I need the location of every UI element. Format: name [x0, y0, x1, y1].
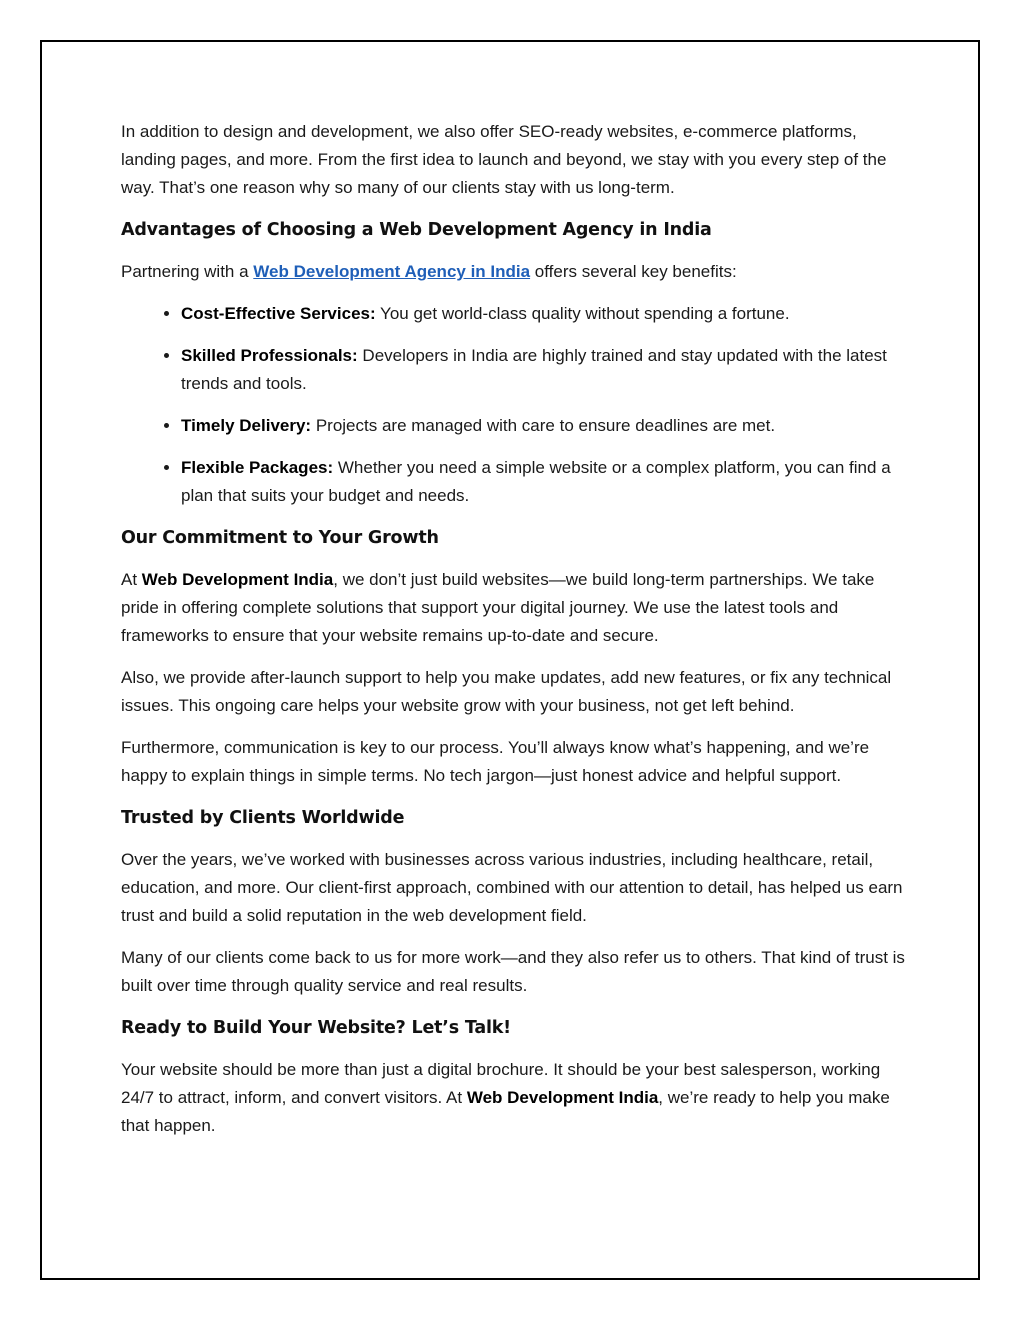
benefit-text: Whether you need a simple website or a complex platform, you can find a plan that suits your budget and needs. — [181, 458, 891, 505]
benefit-text: Projects are managed with care to ensure deadlines are met. — [311, 416, 776, 435]
benefit-text: You get world-class quality without spending a fortune. — [375, 304, 790, 323]
benefit-label: Flexible Packages: — [181, 458, 334, 477]
commitment-paragraph-1 — [121, 566, 911, 650]
benefit-label: Skilled Professionals: — [181, 346, 358, 365]
benefit-label: Cost-Effective Services: — [181, 304, 376, 323]
intro-paragraph: In addition to design and development, we also offer SEO-ready websites, e-commerce platforms, landing pages, and more. From the first idea to launch and beyond, we stay with you every step of the way. That’s one reason why so many of our clients stay with us long-term. — [121, 122, 887, 197]
benefits-list — [121, 300, 911, 510]
list-item — [181, 454, 911, 510]
advantages-lead-after: offers several key benefits: — [530, 262, 737, 281]
advantages-lead-before: Partnering with a — [121, 262, 254, 281]
agency-link[interactable]: Web Development Agency in India — [253, 262, 531, 281]
company-name: Web Development India — [466, 1088, 659, 1107]
cta-paragraph — [121, 1056, 911, 1140]
company-name: Web Development India — [141, 570, 334, 589]
list-item — [181, 412, 911, 440]
benefit-text: Developers in India are highly trained and stay updated with the latest trends and tools. — [181, 346, 887, 393]
cta-p1-after: , we’re ready to help you make that happen. — [121, 1088, 890, 1135]
list-item — [181, 342, 911, 398]
trusted-paragraph-2: Many of our clients come back to us for more work—and they also refer us to others. That kind of trust is built over time through quality service and real results. — [121, 948, 905, 995]
advantages-lead — [121, 258, 911, 286]
document-body — [121, 118, 911, 1154]
trusted-heading: Trusted by Clients Worldwide — [121, 808, 405, 828]
cta-p1-before: Your website should be more than just a digital brochure. It should be your best salesperson, working 24/7 to attract, inform, and convert visitors. At — [121, 1060, 881, 1107]
list-item — [181, 300, 911, 328]
commitment-p1-after: , we don’t just build websites—we build long-term partnerships. We take pride in offering complete solutions that support your digital journey. We use the latest tools and frameworks to ensure that your website remains up-to-date and secure. — [121, 570, 875, 645]
trusted-paragraph-1: Over the years, we’ve worked with businesses across various industries, including healthcare, retail, education, and more. Our client-first approach, combined with our attention to detail, has helped us earn trust and build a solid reputation in the web development field. — [121, 850, 903, 925]
commitment-heading: Our Commitment to Your Growth — [121, 528, 439, 548]
commitment-p1-before: At — [121, 570, 142, 589]
commitment-paragraph-3: Furthermore, communication is key to our process. You’ll always know what’s happening, and we’re happy to explain things in simple terms. No tech jargon—just honest advice and helpful support. — [121, 738, 870, 785]
advantages-heading: Advantages of Choosing a Web Development Agency in India — [121, 220, 712, 240]
commitment-paragraph-2: Also, we provide after-launch support to help you make updates, add new features, or fix any technical issues. This ongoing care helps your website grow with your business, not get left behind. — [121, 668, 892, 715]
benefit-label: Timely Delivery: — [181, 416, 312, 435]
cta-heading: Ready to Build Your Website? Let’s Talk! — [121, 1018, 511, 1038]
